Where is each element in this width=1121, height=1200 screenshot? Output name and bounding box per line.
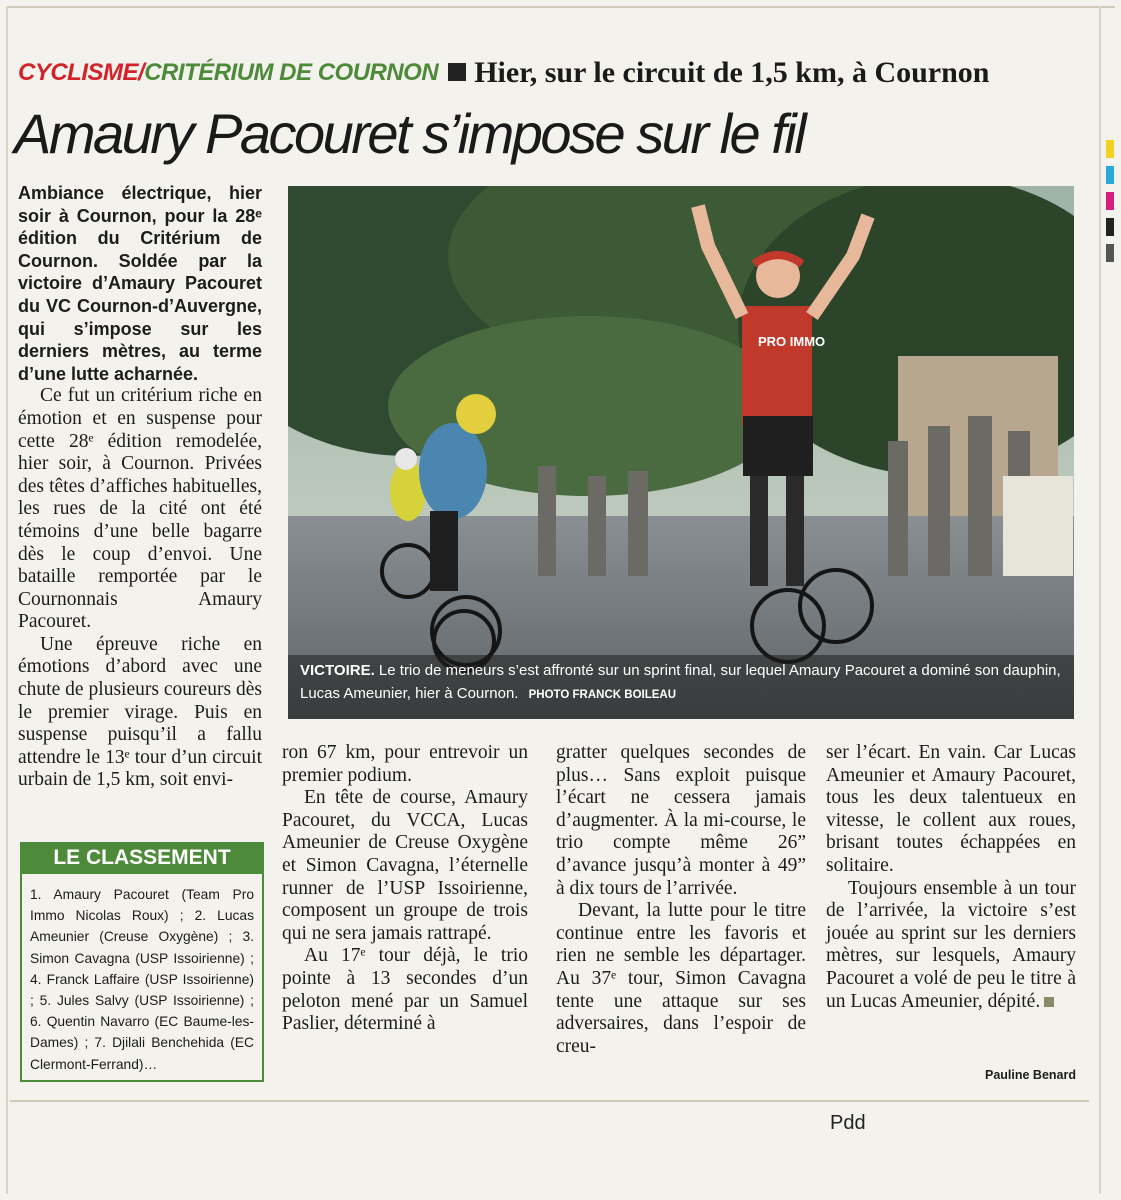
column-4: [826, 742, 1076, 1013]
classement-title: LE CLASSEMENT: [20, 842, 264, 874]
column-1: [18, 182, 262, 792]
column-4-paragraph-2-text: Toujours ensemble à un tour de l’arrivée, la victoire s’est jouée au sprint sur les derniers mètres, sur lesquels, Amaury Pacouret a volé de peu le titre à un Lucas Ameunier, dépité.: [826, 877, 1076, 1012]
handwritten-note: Pdd: [830, 1112, 866, 1134]
column-2-paragraph-1: ron 67 km, pour entrevoir un premier podium.: [282, 742, 528, 786]
article-kicker: [18, 56, 989, 92]
article-headline: Amaury Pacouret s’impose sur le fil: [14, 102, 805, 165]
photo-caption: [288, 655, 1074, 719]
bottom-rule: [10, 1100, 1089, 1102]
column-1-paragraph-2: Une épreuve riche en émotions d’abord avec une chute de plusieurs coureurs dès le premier virage. Puis en suspense puisqu’il a fallu attendre le 13ᵉ tour d’un circuit urbain de 1,5 km, soit envi-: [18, 633, 262, 791]
end-of-article-icon: [1044, 997, 1054, 1007]
kicker-event: CRITÉRIUM DE COURNON: [144, 59, 439, 86]
kicker-section: CYCLISME/: [18, 59, 145, 86]
classement-list: 1. Amaury Pacouret (Team Pro Immo Nicolas Roux) ; 2. Lucas Ameunier (Creuse Oxygène) ; 3. Simon Cavagna (USP Issoirienne) ; 4. Franck Laffaire (USP Issoirienne) ; 5. Jules Salvy (USP Issoirienne) ; 6. Quentin Navarro (EC Baume-les-Dames) ; 7. Djilali Benchehida (EC Clermont-Ferrand)…: [20, 874, 264, 1082]
column-1-paragraph-1: Ce fut un critérium riche en émotion et en suspense pour cette 28ᵉ édition remodelée, hier soir, à Cournon. Privées des têtes d’affiches habituelles, les rues de la cité ont été témoins d’une belle bagarre dès le coup d’envoi. Une bataille remportée par le Cournonnais Amaury Pacouret.: [18, 385, 262, 633]
page-left-border: [6, 6, 8, 1194]
caption-lead: VICTOIRE.: [300, 662, 375, 679]
kicker-subhead: Hier, sur le circuit de 1,5 km, à Cournon: [474, 56, 990, 89]
column-2: [282, 742, 528, 1036]
article-author: Pauline Benard: [985, 1068, 1076, 1082]
photo-illustration: [288, 186, 1074, 719]
race-photo: [288, 186, 1074, 719]
caption-text: Le trio de meneurs s’est affronté sur un sprint final, sur lequel Amaury Pacouret a dominé son dauphin, Lucas Ameunier, hier à Cournon.: [300, 662, 1061, 702]
photo-credit: PHOTO FRANCK BOILEAU: [528, 689, 677, 701]
print-color-marks: [1106, 140, 1114, 270]
page-top-border: [6, 6, 1115, 8]
column-3-paragraph-2: Devant, la lutte pour le titre continue entre les favoris et rien ne semble les départager. Au 37ᵉ tour, Simon Cavagna tente une attaque sur ses adversaires, dans l’espoir de creu-: [556, 900, 806, 1057]
column-3: [556, 742, 806, 1058]
jersey-text: PRO IMMO: [758, 334, 826, 349]
article-lead: Ambiance électrique, hier soir à Cournon, pour la 28ᵉ édition du Critérium de Cournon. Soldée par la victoire d’Amaury Pacouret du VC Cournon-d’Auvergne, qui s’impose sur les derniers mètres, au terme d’une lutte acharnée.: [18, 183, 262, 384]
column-4-paragraph-1: ser l’écart. En vain. Car Lucas Ameunier et Amaury Pacouret, tous les deux talentueux en vitesse, le collent aux roues, brisant toutes échappées en solitaire.: [826, 742, 1076, 876]
column-4-paragraph-2: [826, 878, 1076, 1014]
column-2-paragraph-2: En tête de course, Amaury Pacouret, du VCCA, Lucas Ameunier de Creuse Oxygène et Simon Cavagna, l’éternelle runner de l’USP Issoirienne, composent un groupe de trois qui ne sera jamais rattrapé.: [282, 787, 528, 944]
column-2-paragraph-3: Au 17ᵉ tour déjà, le trio pointe à 13 secondes d’un peloton mené par un Samuel Paslier, déterminé à: [282, 945, 528, 1035]
column-3-paragraph-1: gratter quelques secondes de plus… Sans exploit puisque l’écart ne cessera jamais d’augmenter. À la mi-course, le trio compte même 26” d’avance jusqu’à monter à 49” à dix tours de l’arrivée.: [556, 742, 806, 899]
page-right-border: [1099, 6, 1101, 1194]
kicker-square-icon: [448, 63, 466, 81]
